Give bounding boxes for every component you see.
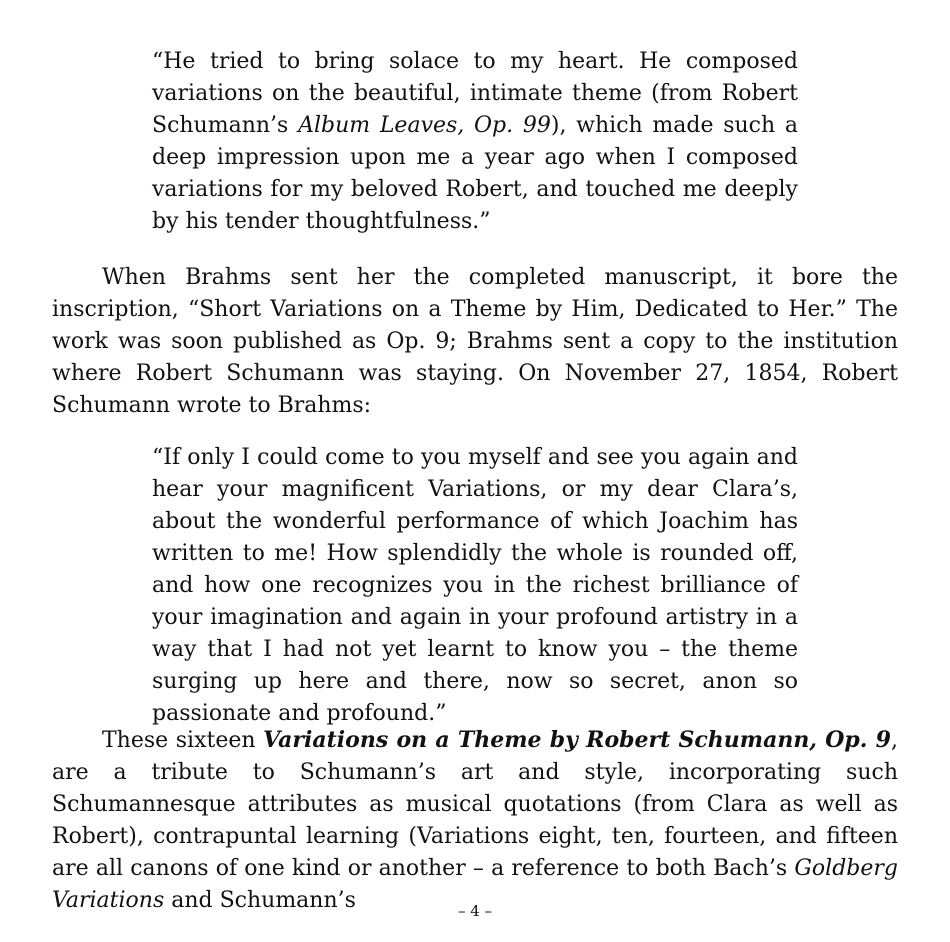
paragraph-work-title: Variations on a Theme by Robert Schumann, Op. 9 — [263, 727, 891, 753]
quote-close-mark: ” — [479, 209, 491, 234]
body-paragraph-variations — [52, 724, 898, 917]
paragraph-text-part-3: and Schumann’s — [164, 888, 356, 913]
quote-open-mark: “ — [152, 49, 164, 74]
body-paragraph-manuscript: When Brahms sent her the completed manuscript, it bore the inscription, “Short Variations on a Theme by Him, Dedicated to Her.” The work was soon published as Op. 9; Brahms sent a copy to the institution where Robert Schumann was staying. On November 27, 1854, Robert Schumann wrote to Brahms: — [52, 265, 898, 418]
quote-work-title: Album Leaves, Op. 99 — [298, 113, 551, 138]
block-quote-schumann: “If only I could come to you myself and see you again and hear your magnificent Variations, or my dear Clara’s, about the wonderful performance of which Joachim has written to me! How splendidly the whole is rounded off, and how one recognizes you in the richest brilliance of your imagination and again in your profound artistry in a way that I had not yet learnt to know you – the theme surging up here and there, now so secret, anon so passionate and profound.” — [152, 445, 798, 726]
block-quote-clara — [152, 46, 798, 238]
page-number: – 4 – — [457, 902, 493, 920]
paragraph-text-part-1: These sixteen — [102, 728, 264, 753]
paragraph-goldberg-title: Goldberg Variations — [52, 856, 898, 913]
quote-text-part-1: He tried to bring solace to my heart. He composed variations on the beautiful, intimate theme (from Robert Schumann’s — [152, 49, 798, 138]
quote-text-part-2: ), which made such a deep impression upon me a year ago when I composed variations for my beloved Robert, and touched me deeply by his tender thoughtfulness. — [152, 113, 798, 234]
paragraph-text-part-2: , are a tribute to Schumann’s art and style, incorporating such Schumannesque attributes as musical quotations (from Clara as well as Robert), contrapuntal learning (Variations eight, ten, fourteen, and fifteen are all canons of one kind or another – a reference to both Bach’s — [52, 728, 898, 881]
